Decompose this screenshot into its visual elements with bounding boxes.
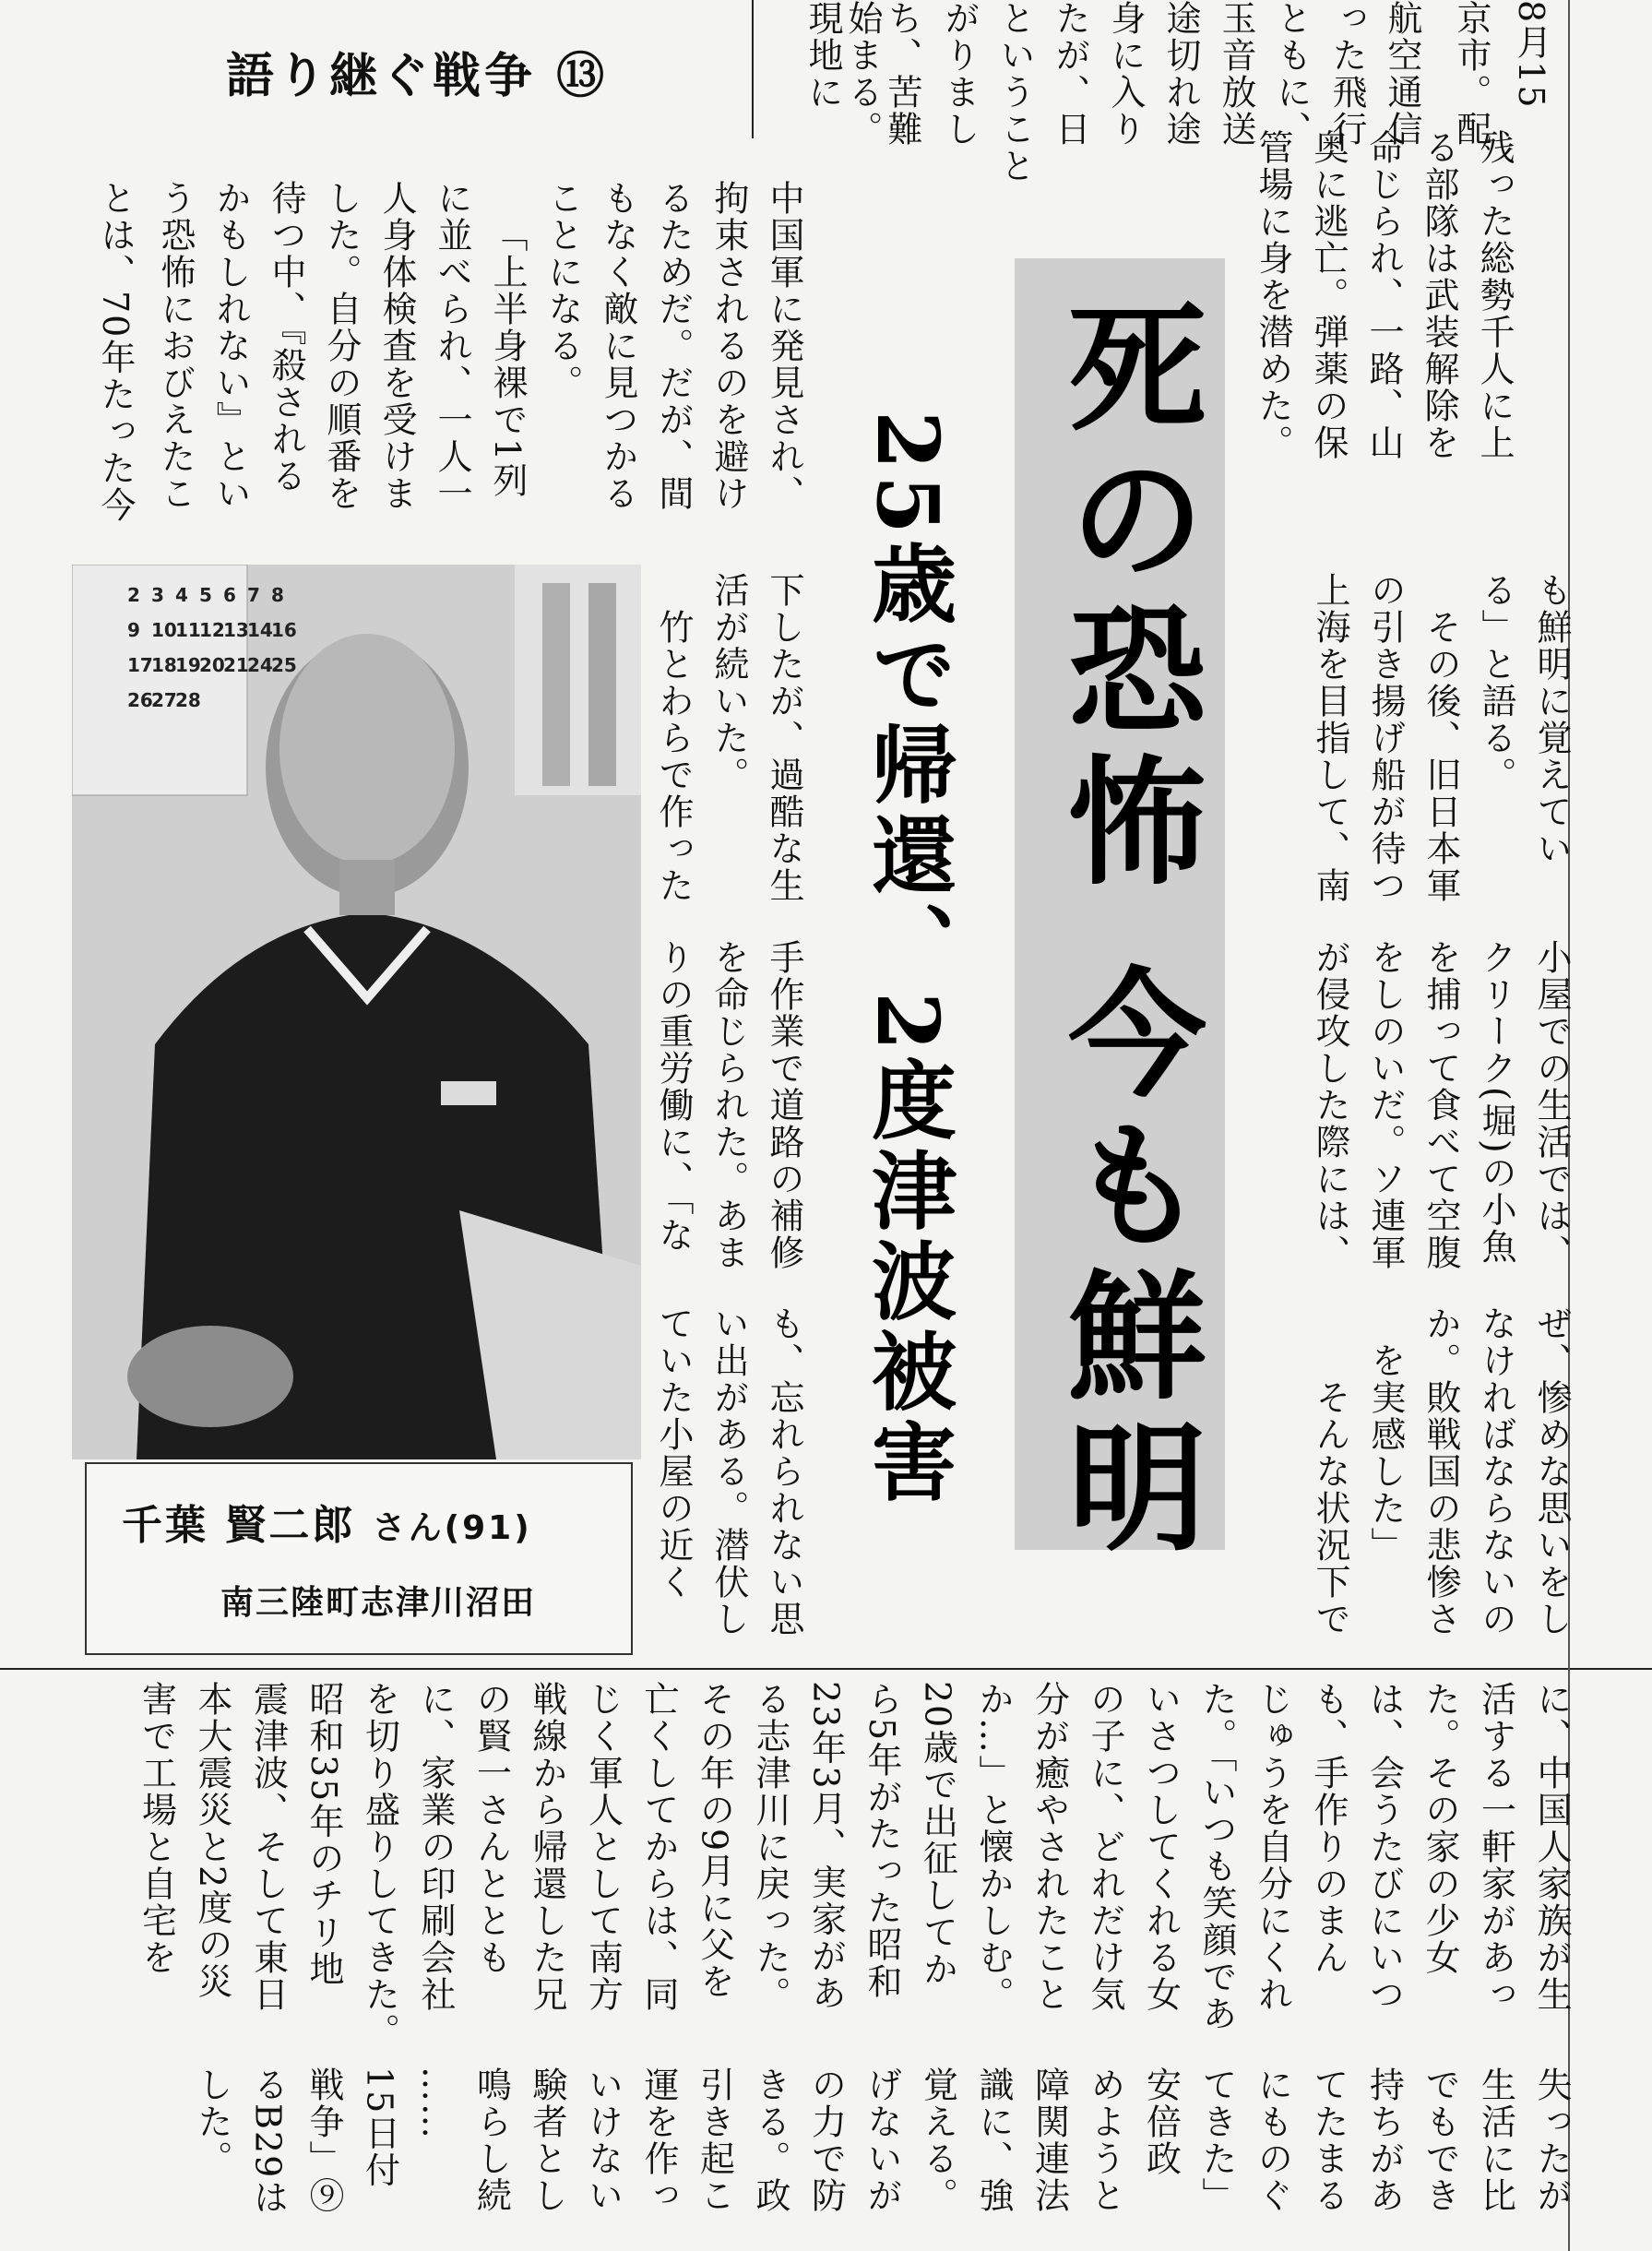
text-column: 京市。配 <box>1451 0 1492 148</box>
text-column: 20歳で出征してか <box>917 1681 958 1988</box>
text-column: クリーク(堀)の小魚 <box>1476 939 1516 1266</box>
text-column: とは、70年たった今 <box>95 180 136 524</box>
text-column: 引き起こ <box>694 2066 735 2214</box>
text-column: りの重労働に、「な <box>653 939 694 1254</box>
calendar-number: 7 <box>247 584 260 606</box>
calendar-number: 6 <box>223 584 236 606</box>
calendar-number: 24 <box>247 654 273 676</box>
text-column: めようと <box>1085 2066 1125 2214</box>
text-column: 航空通信 <box>1382 0 1422 148</box>
calendar-number: 8 <box>271 584 284 606</box>
text-column: に並べられ、一人一 <box>432 180 472 512</box>
text-column: 小屋での生活では、 <box>1531 939 1572 1271</box>
text-column: 玉音放送 <box>1216 0 1256 148</box>
text-column: の引き揚げ船が待つ <box>1365 572 1406 904</box>
text-column: 運を作っ <box>638 2066 679 2214</box>
text-column: の力で防 <box>805 2066 847 2214</box>
text-column: る」と語る。 <box>1476 572 1516 793</box>
text-column: は、会うたびにいつ <box>1363 1681 1405 2013</box>
text-column: った飛行 <box>1326 0 1367 148</box>
text-column: 23年3月、実家があ <box>805 1681 847 2012</box>
calendar-number: 9 <box>127 619 140 641</box>
text-column: に、中国人家族が生 <box>1531 1681 1572 2013</box>
text-column: その年の9月に父を <box>694 1681 735 2001</box>
text-column: した。 <box>192 2066 232 2177</box>
text-column: 「上半身裸で1列 <box>487 217 528 500</box>
text-column: 亡くしてからは、同 <box>638 1681 679 2013</box>
text-column: そんな状況下で <box>1310 1379 1350 1638</box>
text-column: 分が癒やされたこと <box>1028 1681 1070 2013</box>
text-column: か…」と懐かしむ。 <box>973 1681 1014 2013</box>
text-column: う恐怖におびえたこ <box>155 180 196 512</box>
text-column: る部隊は武装解除を <box>1419 129 1459 461</box>
calendar-number: 11 <box>175 619 201 641</box>
text-column: 活する一軒家があっ <box>1475 1681 1516 2013</box>
calendar-number: 3 <box>151 584 164 606</box>
calendar-number: 2 <box>127 584 140 606</box>
text-column: ともに、 <box>1271 0 1312 148</box>
text-column: いけない <box>582 2066 624 2214</box>
text-column: 昭和35年のチリ地 <box>303 1681 344 1988</box>
calendar-number: 21 <box>223 654 249 676</box>
text-column: した。自分の順番を <box>321 180 362 512</box>
text-column: 残った総勢千人に上 <box>1474 129 1515 461</box>
text-column: 中国軍に発見され、 <box>764 180 804 512</box>
text-column: …… <box>415 2066 456 2140</box>
text-column: ぜ、惨めな思いをし <box>1531 1305 1572 1638</box>
text-column: も、手作りのまん <box>1308 1681 1349 1976</box>
calendar-number: 16 <box>271 619 297 641</box>
column-rule <box>752 0 754 138</box>
text-column: 待つ中、『殺される <box>266 180 306 494</box>
person-name: 千葉 賢二郎 <box>122 1502 356 1549</box>
text-column: じく軍人として南方 <box>582 1681 624 2013</box>
person-location: 南三陸町志津川沼田 <box>220 1584 537 1622</box>
text-column: じゅうを自分にくれ <box>1252 1681 1293 2013</box>
text-column: たが、日 <box>1050 0 1090 148</box>
text-column: がりまし <box>939 0 980 148</box>
text-column: い出がある。潜伏し <box>708 1305 749 1638</box>
photo-caption <box>85 1462 633 1655</box>
calendar-number: 14 <box>247 619 273 641</box>
text-column: 上海を目指して、南 <box>1310 572 1350 904</box>
text-column: をしのいだ。ソ連軍 <box>1365 939 1406 1271</box>
calendar-number: 5 <box>199 584 212 606</box>
text-column: の子に、どれだけ気 <box>1085 1681 1125 2013</box>
text-column: 手作業で道路の補修 <box>764 939 804 1271</box>
text-column: 験者とし <box>527 2066 567 2214</box>
text-column: た。その家の少女 <box>1420 1681 1460 1976</box>
text-column: 始まる。 <box>842 0 883 148</box>
text-column: か。敗戦国の悲惨さ <box>1420 1305 1461 1638</box>
text-column: きる。政 <box>750 2066 790 2214</box>
text-column: なければならないの <box>1476 1305 1516 1638</box>
calendar-number: 4 <box>175 584 188 606</box>
text-column: いさつしてくれる女 <box>1140 1681 1182 2013</box>
calendar-number: 10 <box>151 619 177 641</box>
text-column: その後、旧日本軍 <box>1420 609 1461 904</box>
text-column: 戦線から帰還した兄 <box>527 1681 567 2013</box>
text-column: 身に入り <box>1105 0 1146 148</box>
text-column: てきた」 <box>1196 2066 1237 2214</box>
calendar-number: 17 <box>127 654 153 676</box>
caption-name-line <box>122 1492 532 1551</box>
text-column: 15日付 <box>359 2066 400 2189</box>
text-column: 人身体検査を受けま <box>376 180 417 512</box>
text-column: かもしれない』とい <box>210 180 251 512</box>
text-column: 下したが、過酷な生 <box>764 572 804 904</box>
calendar-number: 19 <box>175 654 201 676</box>
text-column: 持ちがあ <box>1363 2066 1405 2214</box>
text-column: 害で工場と自宅を <box>136 1681 177 1976</box>
portrait-illustration <box>72 565 641 1459</box>
text-column: ていた小屋の近く <box>653 1305 694 1601</box>
text-column: でもでき <box>1420 2066 1460 2214</box>
text-column: 竹とわらで作った <box>653 609 694 904</box>
text-column: が侵攻した際には、 <box>1310 939 1350 1271</box>
text-column: 活が続いた。 <box>708 572 749 793</box>
text-column: るためだ。だが、間 <box>653 180 694 512</box>
text-column: 管場に身を潜めた。 <box>1253 129 1293 461</box>
text-column: ち、苦難 <box>882 0 922 148</box>
text-column: を命じられた。あま <box>708 939 749 1271</box>
text-column: に、家業の印刷会社 <box>415 1681 456 2013</box>
text-column: 途切れ途 <box>1160 0 1201 148</box>
headline: 死の恐怖 今も鮮明 <box>1044 295 1206 1567</box>
calendar-number: 20 <box>199 654 225 676</box>
series-title: 語り継ぐ戦争 ⑬ <box>226 49 609 104</box>
text-column: も、忘れられない思 <box>764 1305 804 1638</box>
text-column: てたまる <box>1308 2066 1349 2214</box>
text-column: を切り盛りしてきた。 <box>359 1681 400 2050</box>
text-column: 拘束されるのを避け <box>708 180 749 512</box>
text-column: ら5年がたった昭和 <box>862 1681 902 2001</box>
text-column: 奥に逃亡。弾薬の保 <box>1308 129 1349 461</box>
text-column: 安倍政 <box>1140 2066 1182 2177</box>
text-column: 現地に <box>802 0 843 111</box>
text-column: 命じられ、一路、山 <box>1363 129 1404 461</box>
calendar-number: 27 <box>151 689 177 711</box>
text-column: 識に、強 <box>973 2066 1014 2214</box>
text-column: 鳴らし続 <box>470 2066 512 2214</box>
text-column: 覚える。 <box>917 2066 958 2214</box>
subheadline: 25歳で帰還、2度津波被害 <box>858 411 957 1509</box>
text-column: の賢一さんととも <box>470 1681 512 1976</box>
text-column: た。「いつも笑顔であ <box>1196 1681 1237 2032</box>
text-column: る志津川に戻った。 <box>750 1681 790 2013</box>
text-column: 震津波、そして東日 <box>247 1681 289 2013</box>
text-column: もなく敵に見つかる <box>598 180 638 512</box>
text-column: を捕って食べて空腹 <box>1420 939 1461 1271</box>
text-column: を実感した」 <box>1365 1342 1406 1564</box>
text-column: にものぐ <box>1252 2066 1293 2214</box>
section-rule <box>0 1668 1652 1670</box>
calendar-number: 26 <box>127 689 153 711</box>
text-column: 失ったが <box>1531 2066 1572 2214</box>
calendar-number: 18 <box>151 654 177 676</box>
text-column: 生活に比 <box>1475 2066 1516 2214</box>
calendar-number: 25 <box>271 654 297 676</box>
text-column: ことになる。 <box>542 180 583 401</box>
text-column: 8月15 <box>1511 0 1551 110</box>
person-honorific-age: さん(91) <box>372 1509 532 1547</box>
text-column: げないが <box>862 2066 902 2214</box>
calendar-number: 12 <box>199 619 225 641</box>
text-column: るB29は <box>247 2066 289 2217</box>
text-column: 障関連法 <box>1028 2066 1070 2214</box>
portrait-photo <box>72 565 641 1459</box>
text-column: 戦争」⑨ <box>303 2066 344 2214</box>
calendar-number: 13 <box>223 619 249 641</box>
text-column: も鮮明に覚えてい <box>1531 572 1572 867</box>
text-column: ということ <box>994 0 1035 185</box>
calendar-number: 28 <box>175 689 201 711</box>
text-column: 本大震災と2度の災 <box>192 1681 232 2001</box>
